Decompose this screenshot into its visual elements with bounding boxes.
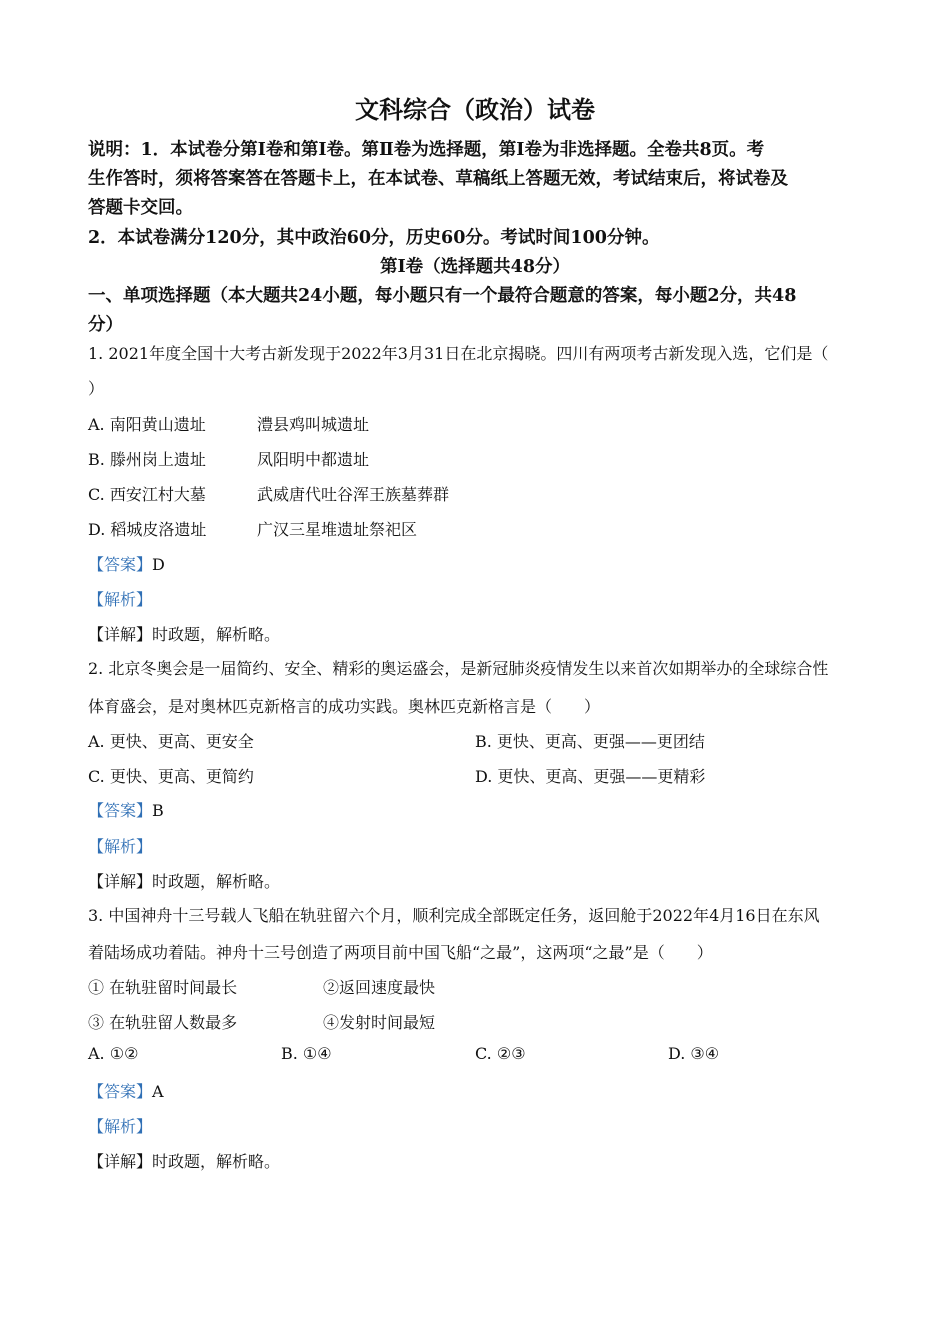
answer-value: D	[152, 555, 165, 574]
detail-label: 【详解】	[88, 872, 153, 891]
question-2-detail	[88, 869, 280, 892]
question-1-option-c-second: 武威唐代吐谷浑王族墓葬群	[257, 485, 450, 504]
section-heading-line-1: 一、单项选择题（本大题共24小题，每小题只有一个最符合题意的答案，每小题2分，共48	[88, 286, 797, 306]
answer-label: 【答案】	[88, 801, 153, 820]
question-3-option-c: C. ②③	[475, 1044, 526, 1063]
question-3-option-b: B. ①④	[281, 1044, 332, 1063]
instructions-line-1: 说明：1．本试卷分第Ⅰ卷和第Ⅰ卷。第Ⅱ卷为选择题，第Ⅰ卷为非选择题。全卷共8页。考	[88, 140, 765, 160]
detail-label: 【详解】	[88, 1152, 153, 1171]
question-2-stem-line-2: 体育盛会，是对奥林匹克新格言的成功实践。奥林匹克新格言是（ ）	[88, 697, 601, 716]
part-title: 第Ⅰ卷（选择题共48分）	[379, 257, 571, 277]
question-1-option-a-second: 澧县鸡叫城遗址	[257, 415, 370, 434]
detail-text: 时政题，解析略。	[152, 872, 281, 891]
detail-text: 时政题，解析略。	[152, 1152, 281, 1171]
question-1-analysis-label: 【解析】	[88, 590, 153, 609]
question-3-item-3: ③ 在轨驻留人数最多	[88, 1013, 238, 1032]
question-1-option-b: B. 滕州岗上遗址	[88, 450, 206, 469]
detail-label: 【详解】	[88, 625, 153, 644]
question-3-stem-line-1: 3. 中国神舟十三号载人飞船在轨驻留六个月，顺利完成全部既定任务，返回舱于2022年4月16日在东风	[88, 906, 820, 925]
answer-value: B	[152, 801, 164, 820]
detail-text: 时政题，解析略。	[152, 625, 281, 644]
answer-value: A	[152, 1082, 164, 1101]
question-1-answer	[88, 552, 165, 575]
question-3-option-a: A. ①②	[88, 1044, 139, 1063]
question-3-detail	[88, 1149, 280, 1172]
question-3-answer	[88, 1079, 164, 1102]
question-3-option-d: D. ③④	[668, 1044, 720, 1063]
instructions-line-4: 2．本试卷满分120分，其中政治60分，历史60分。考试时间100分钟。	[88, 228, 660, 248]
question-1-option-d-second: 广汉三星堆遗址祭祀区	[257, 520, 418, 539]
question-3-analysis-label: 【解析】	[88, 1117, 153, 1136]
question-2-answer	[88, 798, 164, 821]
question-3-item-1: ① 在轨驻留时间最长	[88, 978, 238, 997]
question-2-option-b: B. 更快、更高、更强——更团结	[475, 732, 705, 751]
question-2-stem-line-1: 2. 北京冬奥会是一届简约、安全、精彩的奥运盛会，是新冠肺炎疫情发生以来首次如期举办的全球综合性	[88, 659, 829, 678]
question-3-item-2: ②返回速度最快	[323, 978, 436, 997]
question-2-option-d: D. 更快、更高、更强——更精彩	[475, 767, 706, 786]
question-2-option-a: A. 更快、更高、更安全	[88, 732, 254, 751]
question-1-option-c: C. 西安江村大墓	[88, 485, 206, 504]
question-3-item-4: ④发射时间最短	[323, 1013, 436, 1032]
question-3-stem-line-2: 着陆场成功着陆。神舟十三号创造了两项目前中国飞船“之最”，这两项“之最”是（ ）	[88, 943, 713, 962]
question-2-option-c: C. 更快、更高、更简约	[88, 767, 254, 786]
page-title: 文科综合（政治）试卷	[355, 95, 595, 124]
question-1-detail	[88, 622, 280, 645]
question-1-stem-line-2: ）	[88, 379, 105, 398]
question-1-option-d: D. 稻城皮洛遗址	[88, 520, 207, 539]
answer-label: 【答案】	[88, 1082, 153, 1101]
instructions-line-3: 答题卡交回。	[88, 198, 193, 218]
question-2-analysis-label: 【解析】	[88, 837, 153, 856]
instructions-line-2: 生作答时，须将答案答在答题卡上，在本试卷、草稿纸上答题无效，考试结束后，将试卷及	[88, 169, 788, 189]
question-1-option-b-second: 凤阳明中都遗址	[257, 450, 370, 469]
section-heading-line-2: 分）	[88, 315, 123, 335]
answer-label: 【答案】	[88, 555, 153, 574]
question-1-option-a: A. 南阳黄山遗址	[88, 415, 206, 434]
question-1-stem-line-1: 1. 2021年度全国十大考古新发现于2022年3月31日在北京揭晓。四川有两项考古新发现入选，它们是（	[88, 344, 829, 363]
